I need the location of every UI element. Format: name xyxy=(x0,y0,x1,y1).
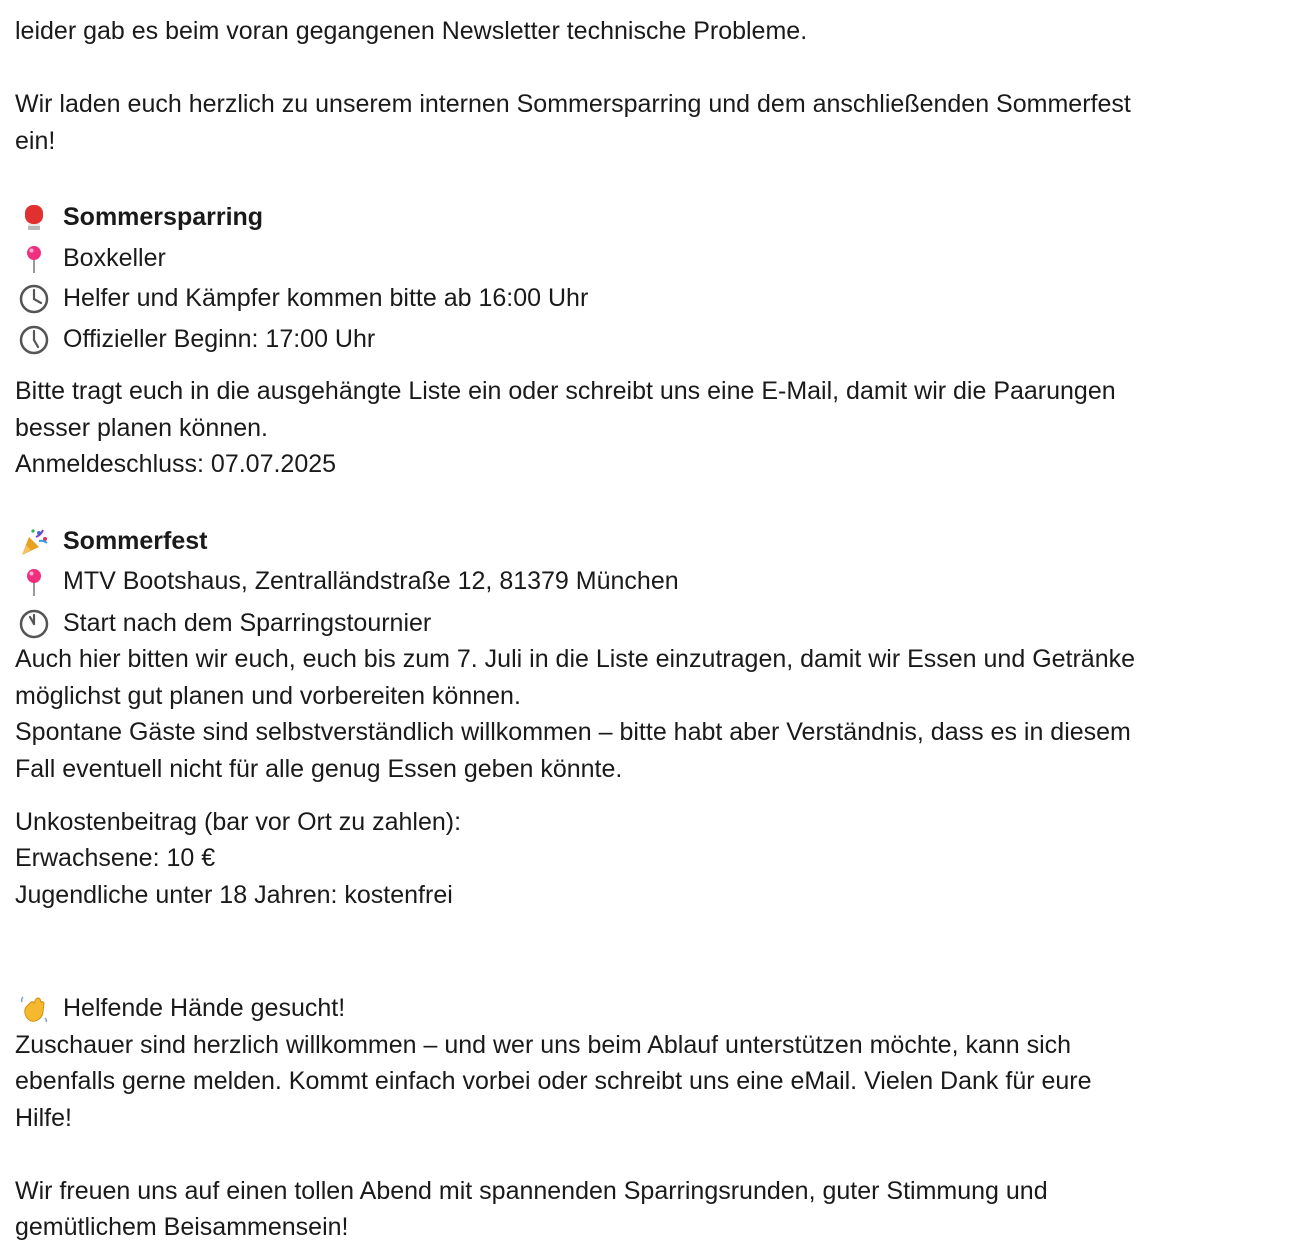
closing-line-1: Wir freuen uns auf einen tollen Abend mit spannenden Sparringsrunden, guter Stimmung und xyxy=(15,1177,1048,1205)
fest-guests-line-1: Spontane Gäste sind selbstverständlich willkommen – bitte habt aber Verständnis, dass es in diesem xyxy=(15,718,1131,746)
party-popper-icon xyxy=(19,527,49,557)
sparring-deadline: Anmeldeschluss: 07.07.2025 xyxy=(15,450,337,478)
round-pushpin-icon xyxy=(19,244,49,274)
closing-line-2: gemütlichem Beisammensein! xyxy=(15,1213,349,1241)
intro-problem-line: leider gab es beim voran gegangenen Newsletter technische Probleme. xyxy=(15,17,808,45)
helpers-line-1: Zuschauer sind herzlich willkommen – und wer uns beim Ablauf unterstützen möchte, kann sich xyxy=(15,1031,1072,1059)
invite-line-2: ein! xyxy=(15,127,56,155)
fest-title: Sommerfest xyxy=(63,527,208,555)
clock-five-icon xyxy=(19,325,49,355)
round-pushpin-icon xyxy=(19,567,49,597)
cost-youth: Jugendliche unter 18 Jahren: kostenfrei xyxy=(15,881,453,909)
fest-guests-line-2: Fall eventuell nicht für alle genug Essen geben könnte. xyxy=(15,755,623,783)
fest-start: Start nach dem Sparringstournier xyxy=(63,609,432,637)
cost-title: Unkostenbeitrag (bar vor Ort zu zahlen): xyxy=(15,808,462,836)
cost-adults: Erwachsene: 10 € xyxy=(15,844,216,872)
sparring-title: Sommersparring xyxy=(63,203,264,231)
boxing-glove-icon xyxy=(19,203,49,233)
clock-four-icon xyxy=(19,284,49,314)
fest-note-line-1: Auch hier bitten wir euch, euch bis zum 7. Juli in die Liste einzutragen, damit wir Essen und Getränke xyxy=(15,645,1136,673)
sparring-note-line-1: Bitte tragt euch in die ausgehängte Liste ein oder schreibt uns eine E-Mail, damit wir die Paarungen xyxy=(15,377,1116,405)
fest-location: MTV Bootshaus, Zentralländstraße 12, 81379 München xyxy=(63,567,679,595)
helpers-line-2: ebenfalls gerne melden. Kommt einfach vorbei oder schreibt uns eine eMail. Vielen Dank für eure xyxy=(15,1067,1092,1095)
sparring-arrival: Helfer und Kämpfer kommen bitte ab 16:00 Uhr xyxy=(63,284,589,312)
waving-hand-icon xyxy=(19,994,49,1024)
sparring-start: Offizieller Beginn: 17:00 Uhr xyxy=(63,325,376,353)
clock-eleven-icon xyxy=(19,609,49,639)
sparring-location: Boxkeller xyxy=(63,244,166,272)
invite-line-1: Wir laden euch herzlich zu unserem internen Sommersparring und dem anschließenden Sommerfest xyxy=(15,90,1131,118)
helpers-line-3: Hilfe! xyxy=(15,1104,72,1132)
helpers-title: Helfende Hände gesucht! xyxy=(63,994,346,1022)
sparring-note-line-2: besser planen können. xyxy=(15,414,268,442)
fest-note-line-2: möglichst gut planen und vorbereiten können. xyxy=(15,682,521,710)
